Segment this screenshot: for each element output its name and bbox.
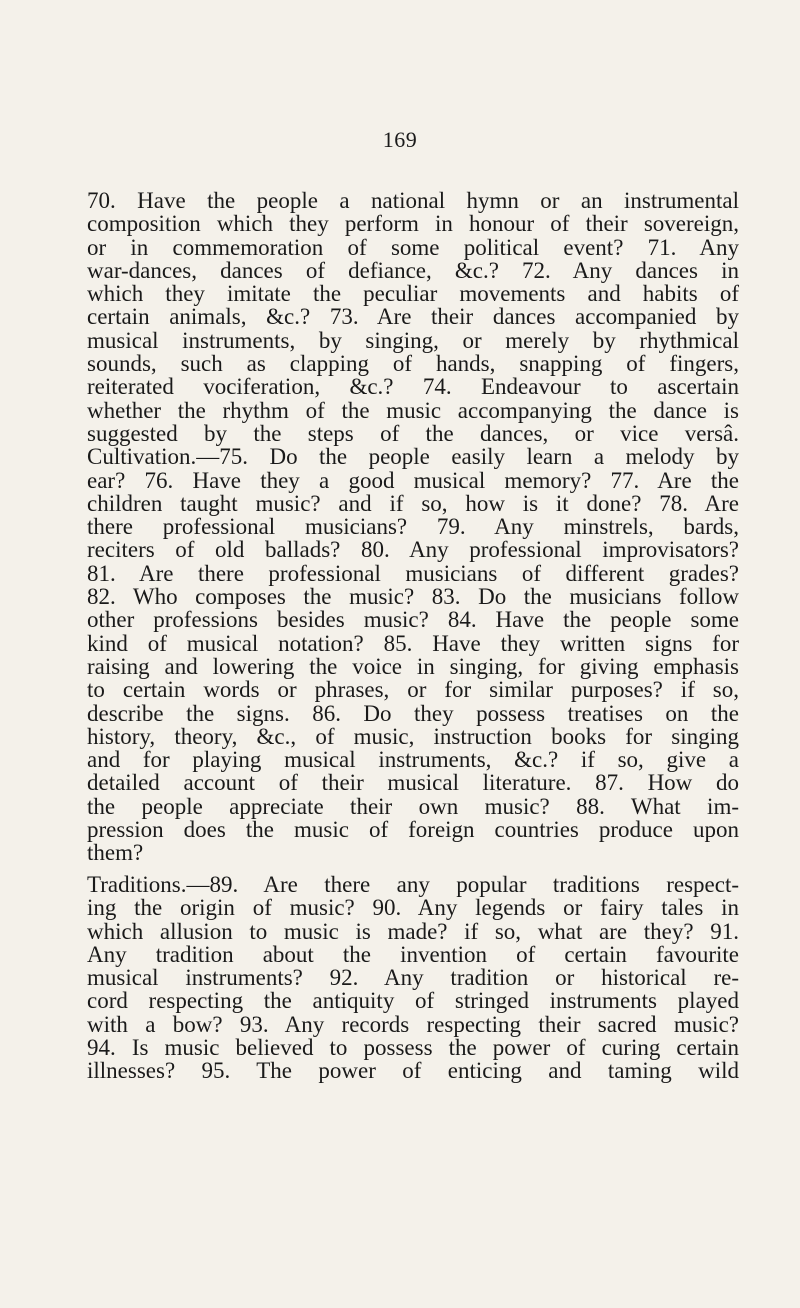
text-line: Cultivation.—75. Do the people easily learn a melody by	[87, 444, 739, 470]
text-line: which they imitate the peculiar movements and habits of	[87, 281, 739, 307]
text-line: to certain words or phrases, or for similar purposes? if so,	[87, 677, 739, 703]
text-line: there professional musicians? 79. Any minstrels, bards,	[87, 514, 739, 540]
text-line: ear? 76. Have they a good musical memory? 77. Are the	[87, 467, 739, 493]
text-line: Any tradition about the invention of certain favourite	[87, 941, 739, 967]
text-line: the people appreciate their own music? 88. What im-	[87, 793, 739, 819]
text-line: cord respecting the antiquity of stringed instruments played	[87, 988, 739, 1014]
text-line: pression does the music of foreign countries produce upon	[87, 817, 739, 843]
paragraph-traditions	[87, 873, 739, 1083]
text-line: detailed account of their musical literature. 87. How do	[87, 770, 739, 796]
text-line: raising and lowering the voice in singing, for giving emphasis	[87, 653, 739, 679]
text-line: children taught music? and if so, how is it done? 78. Are	[87, 490, 739, 516]
text-line: with a bow? 93. Any records respecting their sacred music?	[87, 1011, 739, 1037]
paragraph-music-and-dance	[87, 189, 739, 865]
text-line: whether the rhythm of the music accompanying the dance is	[87, 397, 739, 423]
text-line: musical instruments, by singing, or merely by rhythmical	[87, 327, 739, 353]
text-line: reiterated vociferation, &c.? 74. Endeavour to ascertain	[87, 374, 739, 400]
text-line: ing the origin of music? 90. Any legends or fairy tales in	[87, 895, 739, 921]
page-number: 169	[382, 127, 418, 152]
text-line: suggested by the steps of the dances, or vice versâ.	[87, 420, 739, 446]
text-line: them?	[87, 840, 144, 866]
text-line: history, theory, &c., of music, instruction books for singing	[87, 723, 739, 749]
text-line: composition which they perform in honour of their sovereign,	[87, 211, 739, 237]
text-line: or in commemoration of some political event? 71. Any	[87, 234, 739, 260]
text-line: other professions besides music? 84. Have the people some	[87, 607, 739, 633]
text-line: war-dances, dances of defiance, &c.? 72. Any dances in	[87, 257, 739, 283]
text-line: kind of musical notation? 85. Have they written signs for	[87, 630, 739, 656]
text-line: 94. Is music believed to possess the power of curing certain	[87, 1035, 739, 1061]
text-line: reciters of old ballads? 80. Any professional improvisators?	[87, 537, 739, 563]
text-line: sounds, such as clapping of hands, snapping of fingers,	[87, 351, 739, 377]
text-line: musical instruments? 92. Any tradition or historical re-	[87, 965, 739, 991]
text-line: and for playing musical instruments, &c.? if so, give a	[87, 747, 739, 773]
text-line: describe the signs. 86. Do they possess treatises on the	[87, 700, 739, 726]
text-line: 70. Have the people a national hymn or an instrumental	[87, 188, 739, 213]
text-line: which allusion to music is made? if so, what are they? 91.	[87, 918, 739, 944]
text-line: illnesses? 95. The power of enticing and taming wild	[87, 1058, 739, 1084]
text-line: 82. Who composes the music? 83. Do the musicians follow	[87, 584, 739, 610]
text-line: Traditions.—89. Are there any popular traditions respect-	[87, 872, 739, 897]
text-line: certain animals, &c.? 73. Are their dances accompanied by	[87, 304, 739, 330]
text-line: 81. Are there professional musicians of different grades?	[87, 560, 739, 586]
